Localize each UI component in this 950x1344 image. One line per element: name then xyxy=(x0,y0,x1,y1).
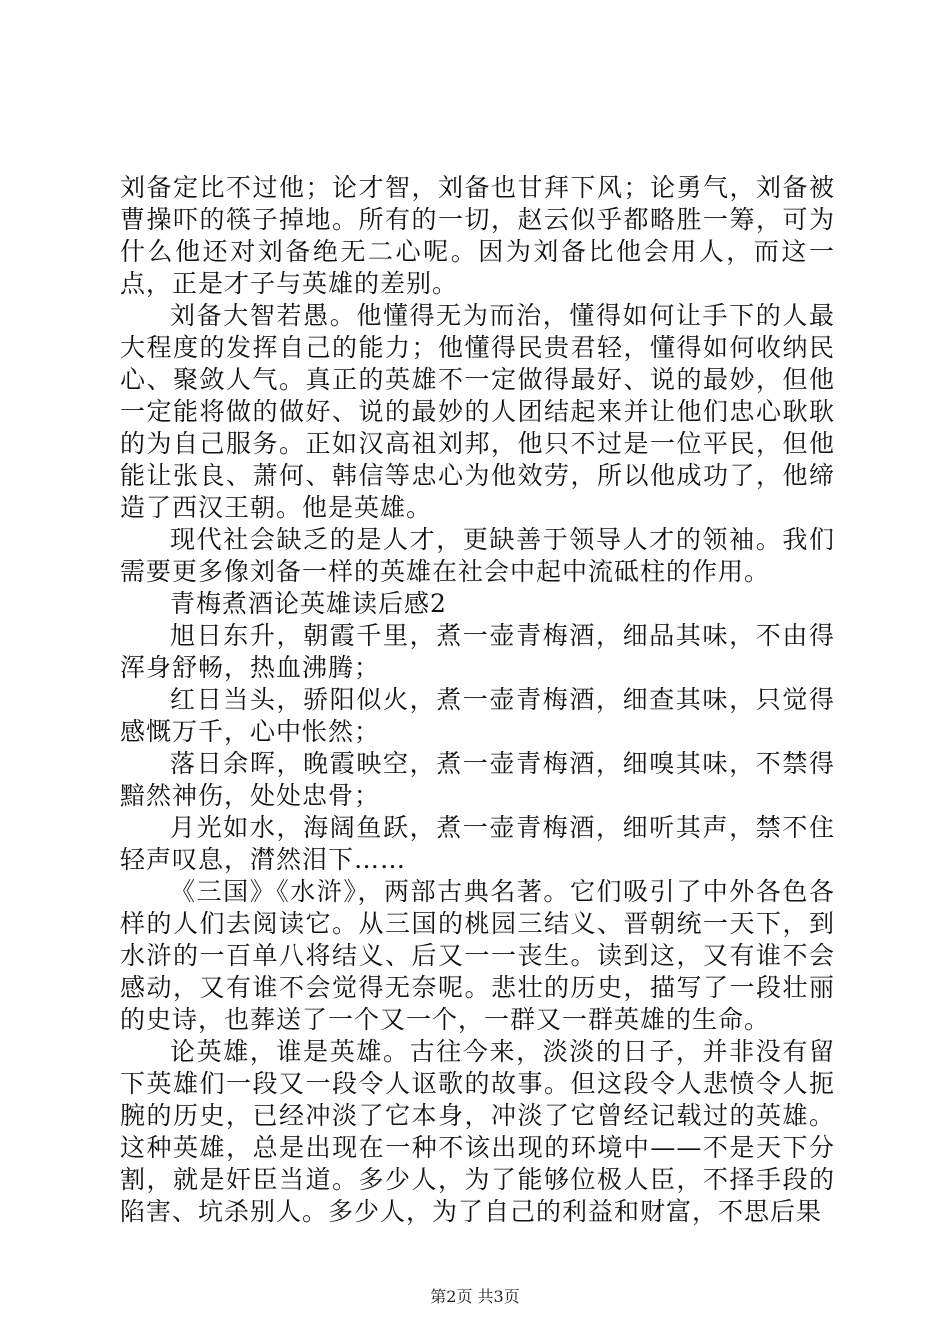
paragraph-10: 论英雄，谁是英雄。古往今来，淡淡的日子，并非没有留下英雄们一段又一段令人讴歌的故事。但这段令人悲愤令人扼腕的历史，已经冲淡了它本身，冲淡了它曾经记载过的英雄。这种英雄，总是出现在一种不该出现的环境中——不是天下分割，就是奸臣当道。多少人，为了能够位极人臣，不择手段的陷害、坑杀别人。多少人，为了自己的利益和财富，不思后果 xyxy=(120,1037,835,1226)
paragraph-6: 红日当头，骄阳似火，煮一壶青梅酒，细查其味，只觉得感慨万千，心中怅然； xyxy=(120,685,835,746)
paragraph-1: 刘备定比不过他；论才智，刘备也甘拜下风；论勇气，刘备被曹操吓的筷子掉地。所有的一切，赵云似乎都略胜一筹，可为什么他还对刘备绝无二心呢。因为刘备比他会用人，而这一点，正是才子与英雄的差别。 xyxy=(120,173,835,298)
paragraph-8: 月光如水，海阔鱼跃，煮一壶青梅酒，细听其声，禁不住轻声叹息，潸然泪下…… xyxy=(120,813,835,874)
paragraph-9: 《三国》《水浒》，两部古典名著。它们吸引了中外各色各样的人们去阅读它。从三国的桃园三结义、晋朝统一天下，到水浒的一百单八将结义、后又一一丧生。读到这，又有谁不会感动，又有谁不会觉得无奈呢。悲壮的历史，描写了一段壮丽的史诗，也葬送了一个又一个，一群又一群英雄的生命。 xyxy=(120,877,835,1034)
paragraph-7: 落日余晖，晚霞映空，煮一壶青梅酒，细嗅其味，不禁得黯然神伤，处处忠骨； xyxy=(120,749,835,810)
paragraph-3: 现代社会缺乏的是人才，更缺善于领导人才的领袖。我们需要更多像刘备一样的英雄在社会中起中流砥柱的作用。 xyxy=(120,525,835,586)
section-heading: 青梅煮酒论英雄读后感2 xyxy=(170,589,447,618)
paragraph-2: 刘备大智若愚。他懂得无为而治，懂得如何让手下的人最大程度的发挥自己的能力；他懂得民贵君轻，懂得如何收纳民心、聚敛人气。真正的英雄不一定做得最好、说的最妙，但他一定能将做的做好、说的最妙的人团结起来并让他们忠心耿耿的为自己服务。正如汉高祖刘邦，他只不过是一位平民，但他能让张良、萧何、韩信等忠心为他效劳，所以他成功了，他缔造了西汉王朝。他是英雄。 xyxy=(120,301,835,522)
document-body xyxy=(120,172,835,1228)
page-footer: 第2页 共3页 xyxy=(430,1287,520,1306)
paragraph-5: 旭日东升，朝霞千里，煮一壶青梅酒，细品其味，不由得浑身舒畅，热血沸腾； xyxy=(120,621,835,682)
